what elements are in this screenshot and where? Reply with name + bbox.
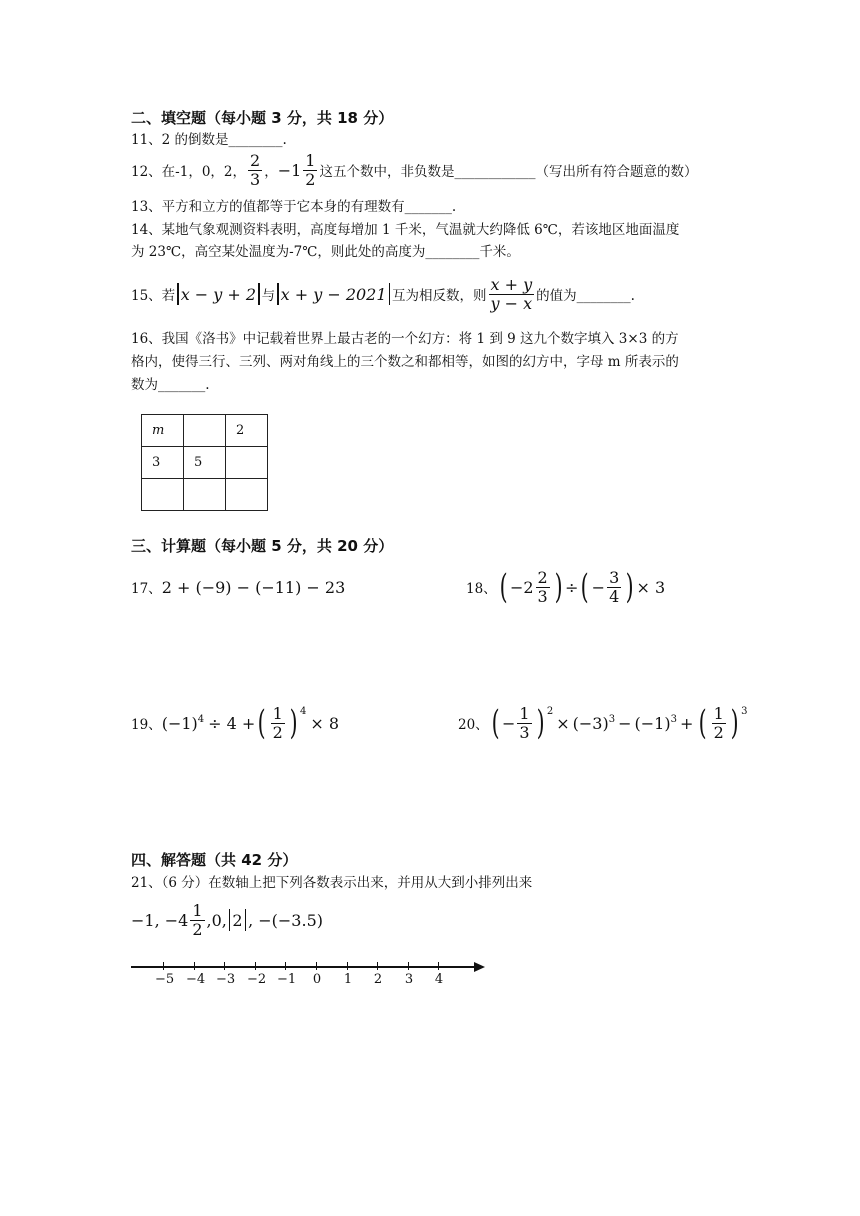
q12-sep: ， [264,164,278,180]
paren-open: ( [499,567,508,607]
q12-prefix: 12、在-1，0，2， [131,164,247,180]
q21-n: 1 [192,900,203,920]
number-line-tick [408,962,409,970]
q12-fraction-two-thirds [248,152,262,189]
grid-cell [142,479,184,511]
q20-exp2: 3 [608,713,616,725]
q20-paren-open: ( [634,713,641,733]
q20-exp4: 3 [741,705,748,717]
grid-cell [184,479,226,511]
number-line-label: −5 [155,972,175,987]
section-heading-fill-in: 二、填空题（每小题 3 分，共 18 分） [131,109,394,127]
q18-frac2 [607,569,621,606]
q19-exp1: 4 [197,713,205,725]
number-line-tick [347,962,348,970]
q19-exp2: 4 [300,705,307,717]
q20-b2: −3 [578,713,603,733]
q21-number-list [131,898,323,942]
q12-fraction-half [303,152,317,189]
q20-label: 20、 [458,717,489,733]
grid-cell [184,415,226,447]
q19-base: −1 [167,713,192,733]
q12-f2-den: 2 [305,169,316,189]
q21-list-b: ,0, [206,910,227,930]
q18-d2: 4 [609,586,620,606]
q20-frac1 [517,705,531,742]
q19-label: 19、 [131,717,162,733]
q20-n2: 1 [713,703,724,723]
grid-row [142,447,268,479]
grid-cell [226,479,268,511]
q20-exp3: 3 [670,713,677,725]
q21-list-a: −1, −4 [131,910,189,930]
q19-paren-close: ) [191,713,198,733]
q19-paren-open: ( [161,713,168,733]
question-16-line-1: 16、我国《洛书》中记载着世界上最古老的一个幻方：将 1 到 9 这九个数字填入 3×3 的方 [131,331,679,347]
question-20 [458,698,747,748]
q19-tail: × 8 [310,713,340,733]
q18-whole: −2 [509,577,534,597]
q19-frac [271,705,285,742]
q18-n2: 3 [609,567,620,587]
abs-bar-right [389,283,391,305]
question-14-line-2: 为 23℃，高空某处温度为-7℃，则此处的高度为________千米。 [131,244,520,260]
q20-paren-close: ) [664,713,671,733]
question-16-line-2: 格内，使得三行、三列、两对角线上的三个数之和都相等，如图的幻方中，字母 m 所表示的 [131,354,679,370]
q20-d2: 2 [713,722,724,742]
number-line-tick [163,962,164,970]
q12-suffix: 这五个数中，非负数是____________（写出所有符合题意的数） [319,164,698,180]
paren-close: ) [554,567,563,607]
number-line-tick [255,962,256,970]
q21-d: 2 [192,919,203,939]
number-line-tick [377,962,378,970]
q18-frac1 [536,569,550,606]
q18-op: ÷ [565,577,579,597]
paren-close: ) [289,703,298,743]
q15-abs2: x + y − 2021 [280,284,387,304]
paren-close: ) [625,567,634,607]
grid-row [142,479,268,511]
section-heading-answer: 四、解答题（共 42 分） [131,851,298,869]
question-16-line-3: 数为_______. [131,377,210,393]
question-11: 11、2 的倒数是________. [131,132,287,148]
question-17 [131,574,345,600]
q15-suffix: 的值为________. [536,288,635,304]
q15-mid: 与 [261,288,276,304]
grid-cell [226,447,268,479]
q12-f1-den: 3 [250,169,261,189]
q17-expression: 2 + (−9) − (−11) − 23 [161,577,346,597]
paren-open: ( [491,703,500,743]
paren-open: ( [698,703,707,743]
q12-f2-num: 1 [305,150,316,170]
number-line-label: −2 [247,972,267,987]
paren-close: ) [730,703,739,743]
q18-d1: 3 [537,586,548,606]
q20-frac2 [712,705,726,742]
q15-abs1: x − y + 2 [180,284,257,304]
number-line-label: −1 [277,972,297,987]
paren-open: ( [257,703,266,743]
q21-abs: 2 [232,910,243,930]
abs-bar-left [277,283,279,305]
number-line-axis [131,966,479,968]
q20-exp1: 2 [546,705,554,717]
q17-label: 17、 [131,581,162,597]
q20-sign: − [501,713,516,733]
question-19 [131,698,339,748]
question-21: 21、（6 分）在数轴上把下列各数表示出来，并用从大到小排列出来 [131,875,533,891]
grid-cell: 5 [184,447,226,479]
q20-op2: − [618,713,632,733]
q18-sign: − [591,577,606,597]
number-line-tick [194,962,195,970]
q12-f1-num: 2 [250,150,261,170]
q15-num: x + y [490,274,533,294]
q15-fraction [489,276,535,313]
q12-mixed-whole: −1 [277,160,302,180]
q19-op1: ÷ 4 + [208,713,256,733]
q20-b3: −1 [640,713,665,733]
number-line-tick [438,962,439,970]
q21-frac-half [190,902,204,939]
paren-close: ) [536,703,545,743]
q20-op3: + [679,713,694,733]
q18-tail: × 3 [636,577,666,597]
q20-d1: 3 [519,722,530,742]
q15-mid2: 互为相反数，则 [392,288,487,304]
number-line-label: 3 [404,972,414,987]
number-line-label: 1 [343,972,353,987]
number-line-tick [316,962,317,970]
q18-n1: 2 [537,567,548,587]
q20-paren-close: ) [602,713,609,733]
abs-bar-right [258,283,260,305]
q20-n1: 1 [519,703,530,723]
number-line-tick [224,962,225,970]
q19-d: 2 [272,722,283,742]
number-line-arrow-icon [474,962,486,972]
q20-paren-open: ( [572,713,579,733]
abs-bar-right [245,909,247,931]
magic-square-grid [141,414,268,511]
section-heading-calculation: 三、计算题（每小题 5 分，共 20 分） [131,537,394,555]
q19-n: 1 [272,703,283,723]
grid-cell: 3 [142,447,184,479]
q18-label: 18、 [466,581,497,597]
abs-bar-left [177,283,179,305]
q15-prefix: 15、若 [131,288,176,304]
question-13: 13、平方和立方的值都等于它本身的有理数有_______. [131,199,457,215]
grid-cell: 2 [226,415,268,447]
question-14-line-1: 14、某地气象观测资料表明，高度每增加 1 千米，气温就大约降低 6℃，若该地区地面温度 [131,222,680,238]
number-line-label: 4 [434,972,444,987]
grid-cell: m [142,415,184,447]
question-18 [466,562,665,612]
number-line-label: −3 [216,972,236,987]
grid-row [142,415,268,447]
q21-list-c: , −(−3.5) [248,910,323,930]
abs-bar-left [229,909,231,931]
question-12 [131,150,697,190]
q20-op1: × [556,713,570,733]
number-line-label: −4 [186,972,206,987]
number-line-label: 0 [312,972,322,987]
question-15 [131,272,635,316]
number-line-tick [285,962,286,970]
number-line-label: 2 [373,972,383,987]
q15-den: y − x [490,293,533,313]
paren-open: ( [581,567,590,607]
